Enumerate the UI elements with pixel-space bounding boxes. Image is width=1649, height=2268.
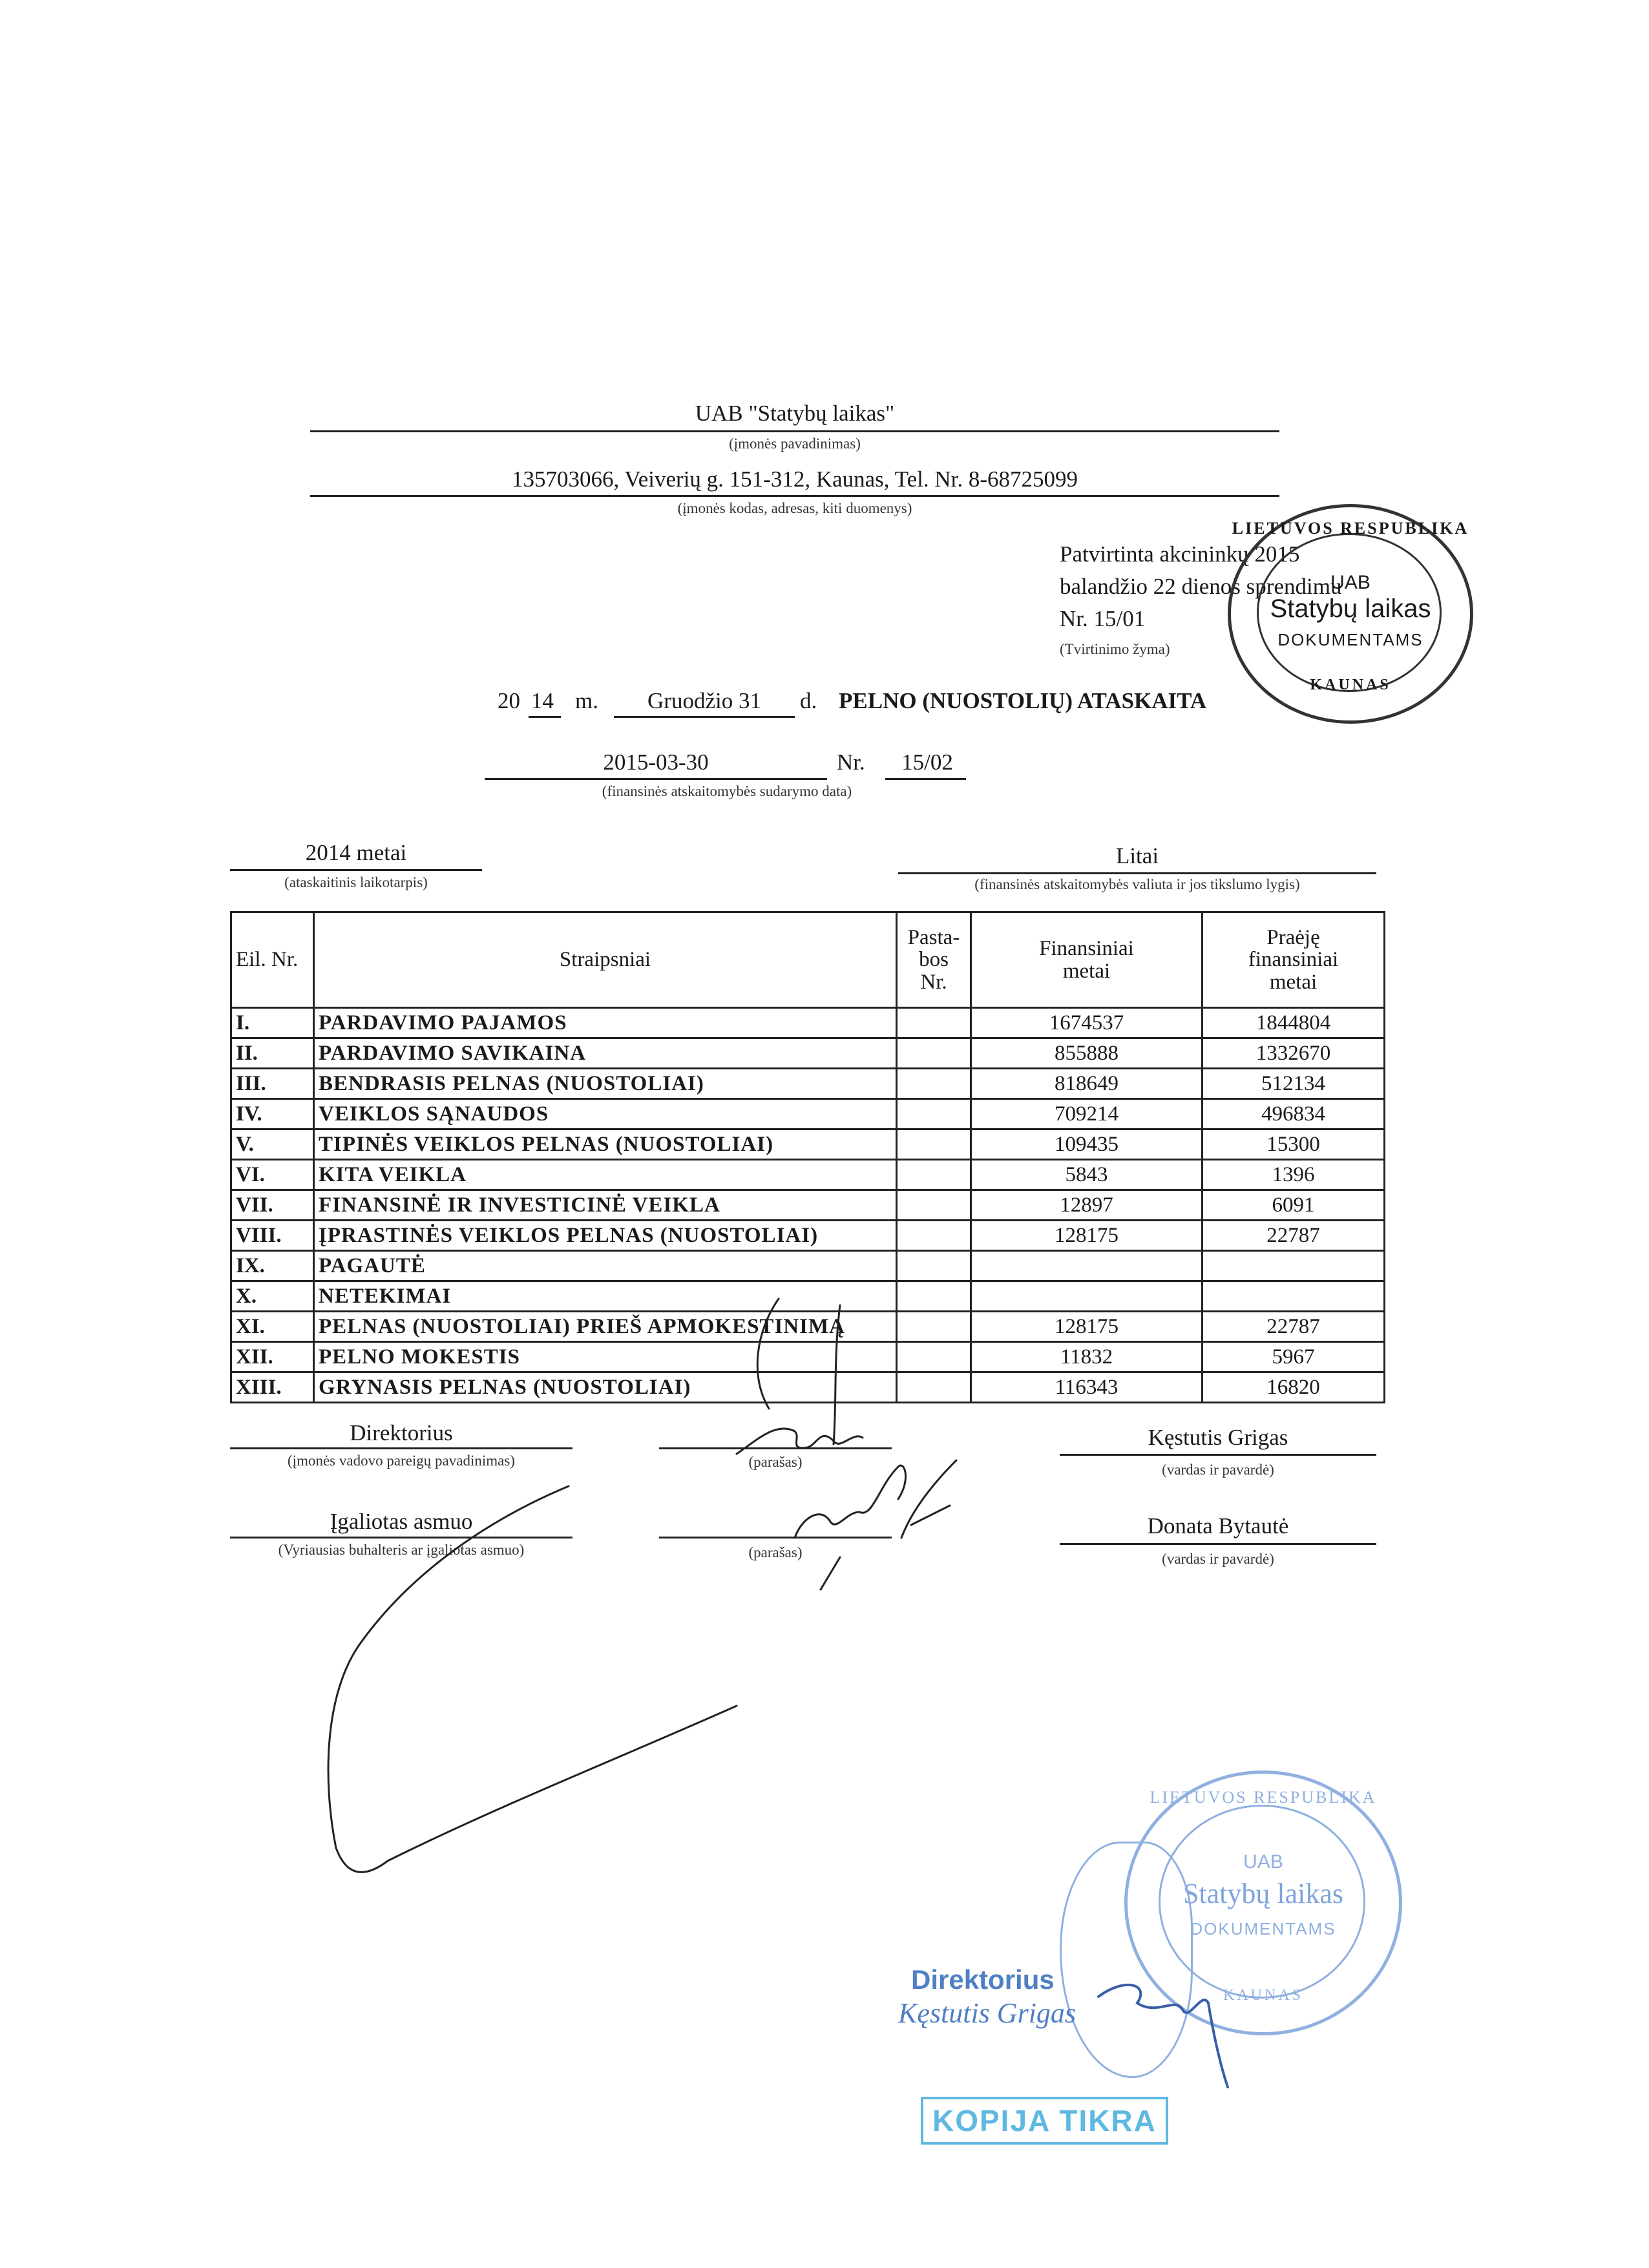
row-current-value: 128175 [971,1221,1203,1251]
row-previous-value: 496834 [1203,1099,1385,1129]
report-currency-caption: (finansinės atskaitomybės valiuta ir jos tikslumo lygis) [974,876,1300,892]
row-name: PELNAS (NUOSTOLIAI) PRIEŠ APMOKESTINIMĄ [314,1312,897,1342]
report-prepared-date: 2015-03-30 [603,750,709,775]
header-note-line-2: bos [919,948,949,972]
row-current-value: 12897 [971,1190,1203,1221]
accountant-name-caption: (vardas ir pavardė) [1162,1551,1274,1567]
company-name-caption: (įmonės pavadinimas) [729,436,861,452]
row-current-value: 5843 [971,1160,1203,1190]
row-previous-value: 512134 [1203,1069,1385,1099]
stamp-director-label: Direktorius [911,1964,1055,1995]
row-name: PARDAVIMO SAVIKAINA [314,1038,897,1069]
stamp-bottom-ring-bottom: KAUNAS [1223,1987,1303,2004]
stamp-top-ring-top: LIETUVOS RESPUBLIKA [1232,519,1469,538]
approval-caption: (Tvirtinimo žyma) [1060,641,1170,657]
row-nr: IV. [231,1099,314,1129]
stamp-bottom-line-1: UAB [1243,1851,1283,1873]
header-nr: Eil. Nr. [231,912,314,1008]
row-previous-value: 5967 [1203,1342,1385,1372]
row-nr: XIII. [231,1372,314,1403]
stamp-bottom-line-2: Statybų laikas [1182,1878,1344,1909]
accountant-signature-caption: (parašas) [748,1544,803,1560]
row-nr: III. [231,1069,314,1099]
row-nr: VIII. [231,1221,314,1251]
row-name: BENDRASIS PELNAS (NUOSTOLIAI) [314,1069,897,1099]
header-previous-line-3: metai [1269,970,1318,994]
report-year-suffix: 14 [531,688,554,713]
report-prepared-caption: (finansinės atskaitomybės sudarymo data) [602,783,852,799]
row-current-value: 709214 [971,1099,1203,1129]
row-previous-value: 22787 [1203,1312,1385,1342]
header-note-line-3: Nr. [920,970,947,994]
report-nr-value: 15/02 [901,750,953,775]
row-previous-value: 1396 [1203,1160,1385,1190]
report-year-unit: m. [575,688,598,713]
accountant-name: Donata Bytautė [1147,1513,1289,1538]
row-current-value: 116343 [971,1372,1203,1403]
company-name: UAB "Statybų laikas" [695,401,895,426]
company-details: 135703066, Veiverių g. 151-312, Kaunas, Tel. Nr. 8-68725099 [511,467,1078,492]
row-name: ĮPRASTINĖS VEIKLOS PELNAS (NUOSTOLIAI) [314,1221,897,1251]
row-nr: II. [231,1038,314,1069]
row-name: KITA VEIKLA [314,1160,897,1190]
report-day-unit: d. [800,688,817,713]
row-nr: V. [231,1129,314,1160]
approval-line-2: balandžio 22 dienos sprendimu [1060,574,1342,599]
header-previous-line-1: Praėję [1266,925,1320,949]
stamp-top-line-3: DOKUMENTAMS [1277,630,1423,649]
row-name: NETEKIMAI [314,1281,897,1312]
row-nr: VII. [231,1190,314,1221]
stamp-top-line-1: UAB [1330,572,1371,593]
report-nr-label: Nr. [837,750,865,775]
row-name: PARDAVIMO PAJAMOS [314,1008,897,1038]
row-previous-value: 6091 [1203,1190,1385,1221]
header-note-line-1: Pasta- [907,925,960,949]
accountant-title: Įgaliotas asmuo [330,1509,473,1534]
report-period: 2014 metai [305,840,407,865]
row-previous-value: 1844804 [1203,1008,1385,1038]
row-nr: XII. [231,1342,314,1372]
row-nr: X. [231,1281,314,1312]
stamp-bottom-line-3: DOKUMENTAMS [1190,1919,1336,1938]
row-previous-value: 1332670 [1203,1038,1385,1069]
row-nr: XI. [231,1312,314,1342]
stamp-director-name: Kęstutis Grigas [898,1997,1077,2029]
header-previous-line-2: finansiniai [1248,948,1339,972]
stamp-bottom-ring-top: LIETUVOS RESPUBLIKA [1150,1788,1377,1807]
row-name: FINANSINĖ IR INVESTICINĖ VEIKLA [314,1190,897,1221]
director-name: Kęstutis Grigas [1148,1425,1288,1450]
approval-line-3: Nr. 15/01 [1060,606,1146,631]
report-currency: Litai [1115,843,1159,868]
row-nr: I. [231,1008,314,1038]
accountant-title-caption: (Vyriausias buhalteris ar įgaliotas asmuo) [278,1542,525,1558]
director-name-caption: (vardas ir pavardė) [1162,1462,1274,1478]
header-item: Straipsniai [314,912,897,1008]
row-current-value: 11832 [971,1342,1203,1372]
row-name: PAGAUTĖ [314,1251,897,1281]
stamp-top-ring-bottom: KAUNAS [1310,677,1391,693]
header-current-line-2: metai [1062,959,1111,983]
row-previous-value: 15300 [1203,1129,1385,1160]
row-name: GRYNASIS PELNAS (NUOSTOLIAI) [314,1372,897,1403]
row-nr: IX. [231,1251,314,1281]
row-name: VEIKLOS SĄNAUDOS [314,1099,897,1129]
director-title-caption: (įmonės vadovo pareigų pavadinimas) [288,1453,515,1469]
row-current-value: 109435 [971,1129,1203,1160]
report-period-caption: (ataskaitinis laikotarpis) [284,874,428,890]
row-name: PELNO MOKESTIS [314,1342,897,1372]
report-title: PELNO (NUOSTOLIŲ) ATASKAITA [839,688,1207,713]
stamp-top-line-2: Statybų laikas [1270,594,1431,623]
row-nr: VI. [231,1160,314,1190]
row-current-value: 1674537 [971,1008,1203,1038]
header-current-line-1: Finansiniai [1039,936,1134,960]
row-previous-value: 22787 [1203,1221,1385,1251]
row-current-value: 128175 [971,1312,1203,1342]
director-signature-caption: (parašas) [748,1454,803,1470]
row-previous-value: 16820 [1203,1372,1385,1403]
company-details-caption: (įmonės kodas, adresas, kiti duomenys) [677,500,912,516]
row-current-value: 818649 [971,1069,1203,1099]
approval-line-1: Patvirtinta akcininkų 2015 [1060,541,1300,567]
row-name: TIPINĖS VEIKLOS PELNAS (NUOSTOLIAI) [314,1129,897,1160]
copy-certified-stamp: KOPIJA TIKRA [921,2097,1168,2145]
report-year-prefix: 20 [498,688,520,713]
director-title: Direktorius [350,1420,453,1445]
row-current-value: 855888 [971,1038,1203,1069]
report-month-day: Gruodžio 31 [647,688,761,713]
